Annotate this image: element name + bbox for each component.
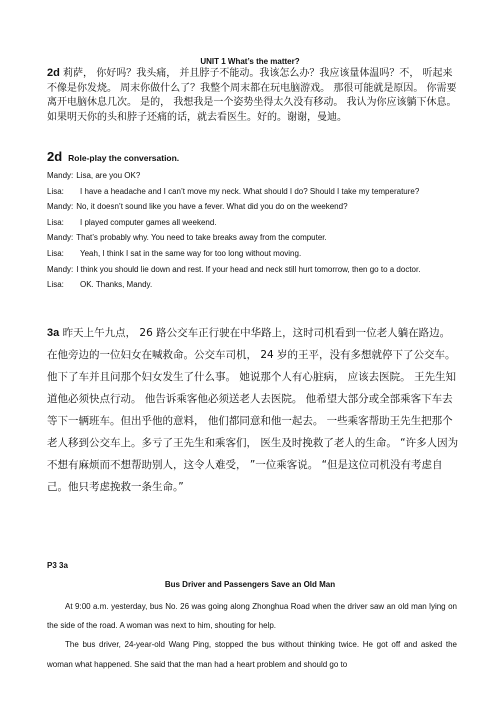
section-label: 2d [47,67,60,79]
line-text: OK. Thanks, Mandy. [80,280,153,290]
speaker: Lisa: [47,217,64,227]
section-heading-2d [47,148,179,166]
speaker: Mandy: [47,233,74,243]
line-text: No, it doesn’t sound like you have a fever. What did you do on the weekend? [76,202,348,212]
translation-text: 莉萨， 你好吗？我头痛， 并且脖子不能动。我该怎么办？我应该量体温吗？不， 听起来不像是你发烧。 周末你做什么了？我整个周末都在玩电脑游戏。 那很可能就是原因。 你需要离开电脑休息几次。 是的， 我想我是一个姿势坐得太久没有移动。 我认为你应该躺下休息。如果明天你的头和脖子还痛的话，就去看医生。好的。谢谢，曼迪。 [47,68,457,123]
section-title: Role-play the conversation. [68,153,180,163]
translation-text: 昨天上午九点， 26 路公交车正行驶在中华路上，这时司机看到一位老人躺在路边。在他旁边的一位妇女在喊救命。公交车司机， 24 岁的王平，没有多想就停下了公交车。他下了车并且问那个妇女发生了什么事。 她说那个人有心脏病， 应该去医院。 王先生知道他必须快点行动。 他告诉乘客他必须送老人去医院。 他希望大部分或全部乘客下车去等下一辆班车。但出乎他的意料， 他们都同意和他一起去。 一些乘客帮助王先生把那个老人移到公交车上。多亏了王先生和乘客们， 医生及时挽救了老人的生命。 “许多人因为不想有麻烦而不想帮助别人，这令人难受， ”一位乘客说。 “但是这位司机没有考虑自己。他只考虑挽救一条生命。” [47,327,459,493]
dialog-line [47,199,457,215]
dialog-line [47,246,457,262]
story-body [47,597,457,674]
story-paragraph: At 9:00 a.m. yesterday, bus No. 26 was going along Zhonghua Road when the driver saw an old man lying on the side of the road. A woman was next to him, shouting for help. [47,602,457,631]
p3-label: P3 3a [47,561,68,570]
dialog-line [47,277,457,293]
chinese-translation-3a [47,322,459,498]
dialog-line [47,184,457,200]
line-text: That’s probably why. You need to take breaks away from the computer. [76,233,327,243]
speaker: Lisa: [47,248,64,258]
conversation [47,168,457,293]
dialog-line [47,168,457,184]
story-title: Bus Driver and Passengers Save an Old Man [164,580,336,589]
chinese-translation-2d [47,66,459,125]
line-text: Lisa, are you OK? [76,171,141,180]
section-label: 3a [47,327,60,339]
line-text: Yeah, I think I sat in the same way for too long without moving. [80,248,302,258]
line-text: I think you should lie down and rest. If your head and neck still hurt tomorrow, then go to a doctor. [76,264,421,274]
story-paragraph: The bus driver, 24-year-old Wang Ping, stopped the bus without thinking twice. He got off and asked the woman what happened. She said that the man had a heart problem and should go to [47,640,457,669]
speaker: Lisa: [47,186,64,196]
dialog-line [47,215,457,231]
speaker: Mandy: [47,264,74,274]
line-text: I have a headache and I can’t move my neck. What should I do? Should I take my temperature? [80,186,420,196]
dialog-line [47,230,457,246]
speaker: Lisa: [47,280,64,290]
speaker: Mandy: [47,171,74,180]
dialog-line [47,262,457,278]
line-text: I played computer games all weekend. [80,217,217,227]
unit-title: UNIT 1 What’s the matter? [200,57,300,66]
speaker: Mandy: [47,202,74,212]
section-number: 2d [47,149,63,164]
